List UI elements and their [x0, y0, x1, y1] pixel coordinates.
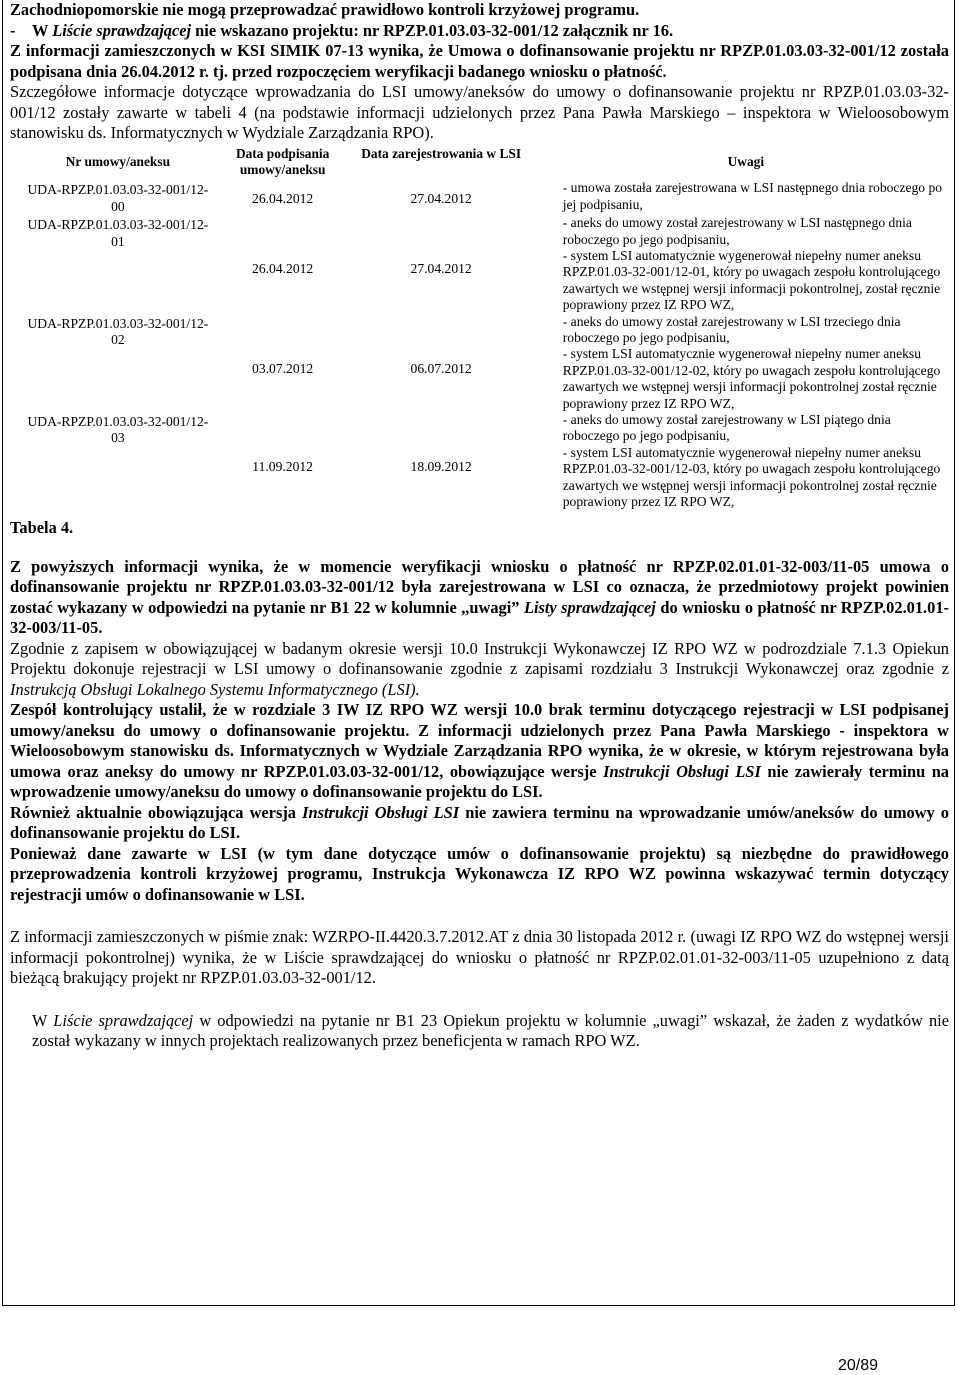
table-row: [10, 180, 949, 215]
doc-title: Instrukcji Obsługi LSI: [302, 802, 460, 822]
text: nie zawiera terminu na wprowadzanie umów/aneksów do umowy o dofinansowanie projektu do LSI.: [10, 802, 949, 843]
col-header-notes: Uwagi: [727, 153, 765, 169]
text: tj. przed rozpoczęciem weryfikacji badanego wniosku o płatność.: [212, 61, 667, 81]
page-number: 20/89: [838, 1357, 879, 1374]
final-paragraph: [10, 1011, 949, 1052]
dash-bullet: -: [10, 20, 16, 40]
instruction-paragraph: [10, 639, 949, 701]
cell-registered: 27.04.2012: [410, 261, 472, 277]
cell-signed: 26.04.2012: [252, 261, 314, 277]
cell-notes: - aneks do umowy został zarejestrowany w LSI następnego dnia roboczego po jego podpisaniu, - system LSI automatycznie wygenerował niepełny numer aneksu RPZP.01.03-32-001/12-01, który po uwagach zespołu kontrolującego zawartych we wstępnej wersji informacji pokontrolnej, został ręcznie poprawiony przez IZ RPO WZ,: [562, 215, 941, 313]
table-caption: Tabela 4.: [10, 518, 74, 538]
doc-title: Instrukcji Obsługi LSI: [603, 761, 761, 781]
cell-id: UDA-RPZP.01.03.03-32-001/12-02: [27, 315, 209, 347]
finding-paragraph: [10, 700, 949, 803]
current-version-paragraph: [10, 803, 949, 844]
text: nie zawierały terminu na wprowadzenie umowy/aneksu do umowy o dofinansowanie projektu do LSI.: [10, 761, 950, 802]
cell-notes: - aneks do umowy został zarejestrowany w LSI trzeciego dnia roboczego po jego podpisaniu, - system LSI automatycznie wygenerował niepełny numer aneksu RPZP.01.03-32-001/12-02, który po uwagach zespołu kontrolującego zawartych we wstępnej wersji informacji pokontrolnej został ręcznie poprawiony przez IZ RPO WZ,: [562, 313, 941, 411]
intro-line-1: Zachodniopomorskie nie mogą przeprowadzać prawidłowo kontroli krzyżowej programu.: [10, 0, 640, 19]
doc-title: Instrukcją Obsługi Lokalnego Systemu Informatycznego (LSI).: [10, 679, 420, 699]
doc-title: Liście sprawdzającej: [52, 20, 192, 40]
cell-registered: 18.09.2012: [410, 459, 472, 474]
cell-registered: 27.04.2012: [410, 191, 472, 207]
registration-table: [10, 146, 949, 511]
cell-signed: 11.09.2012: [252, 459, 313, 474]
text: Zespół kontrolujący ustalił, że w rozdziale 3 IW IZ RPO WZ wersji 10.0 brak terminu dotyczącego rejestracji w LSI podpisanej umowy/aneksu do umowy o dofinansowanie projektu. Z informacji udzielonych przez Pana Pawła Marskiego - inspektora w Wieloosobowym stanowisku ds. Informatycznych w Wydziale Zarządzania RPO wynika, że w okresie, w którym rejestrowana była umowa oraz aneksy do umowy nr RPZP.01.03.03-32-001/12, obowiązujące wersje: [10, 700, 949, 781]
letter-paragraph: Z informacji zamieszczonych w piśmie znak: WZRPO-II.4420.3.7.2012.AT z dnia 30 listopada 2012 r. (uwagi IZ RPO WZ do wstępnej wersji informacji pokontrolnej) wynika, że w Liście sprawdzającej do wniosku o płatność nr RPZP.02.01.01-32-003/11-05 uzupełniono z datą bieżącą brakujący projekt nr RPZP.01.03.03-32-001/12.: [10, 927, 949, 988]
cell-id: UDA-RPZP.01.03.03-32-001/12-00: [27, 182, 209, 214]
cell-registered: 06.07.2012: [410, 360, 472, 376]
col-header-registered: Data zarejestrowania w LSI: [361, 145, 522, 161]
intro-paragraph-1: [10, 41, 949, 82]
text: Również aktualnie obowiązująca wersja: [10, 802, 303, 822]
text: Zgodnie z zapisem w obowiązującej w badanym okresie wersji 10.0 Instrukcji Wykonawczej IZ RPO WZ w podrozdziale 7.1.3 Opiekun Projektu dokonuje rejestracji w LSI umowy o dofinansowanie zgodnie z zapisami rozdziału 3 Instrukcji Wykonawczej oraz zgodnie z: [10, 638, 949, 679]
doc-title: Listy sprawdzającej: [523, 597, 656, 617]
cell-id: UDA-RPZP.01.03.03-32-001/12-03: [27, 414, 209, 446]
table-row: [10, 314, 949, 412]
table-row: [10, 215, 949, 313]
table-row: [10, 412, 949, 510]
col-header-id: Nr umowy/aneksu: [65, 153, 171, 169]
text: W: [32, 20, 53, 40]
doc-title: Liście sprawdzającej: [53, 1010, 194, 1030]
intro-line-2: [10, 21, 949, 42]
text: W: [32, 1010, 54, 1030]
text: nie wskazano projektu: nr RPZP.01.03.03-32-001/12 załącznik nr 16.: [191, 20, 674, 40]
dash-bullet: [10, 1011, 32, 1032]
cell-signed: 26.04.2012: [252, 191, 314, 207]
table-header-row: [10, 146, 949, 181]
cell-notes: - umowa została zarejestrowana w LSI następnego dnia roboczego po jej podpisaniu,: [562, 180, 943, 212]
text: w odpowiedzi na pytanie nr B1 23 Opiekun projektu w kolumnie „uwagi” wskazał, że żaden z wydatków nie został wykazany w innych projektach realizowanych przez beneficjenta w ramach RPO WZ.: [32, 1010, 949, 1051]
text: do wniosku o płatność nr RPZP.02.01.01-32-003/11-05.: [10, 597, 949, 638]
col-header-signed: Data podpisania umowy/aneksu: [235, 145, 330, 177]
intro-paragraph-2: Szczegółowe informacje dotyczące wprowadzania do LSI umowy/aneksów do umowy o dofinansowanie projektu nr RPZP.01.03.03-32-001/12 zostały zawarte w tabeli 4 (na podstawie informacji udzielonych przez Pana Pawła Marskiego – inspektora w Wieloosobowym stanowisku ds. Informatycznych w Wydziale Zarządzania RPO).: [10, 82, 949, 142]
conclusion-paragraph: [10, 557, 949, 639]
cell-notes: - aneks do umowy został zarejestrowany w LSI piątego dnia roboczego po jego podpisaniu, - system LSI automatycznie wygenerował niepełny numer aneksu RPZP.01.03-32-001/12-03, który po uwagach zespołu kontrolującego zawartych we wstępnej wersji informacji pokontrolnej został ręcznie poprawiony przez IZ RPO WZ,: [562, 412, 941, 510]
cell-signed: 03.07.2012: [252, 360, 314, 376]
document-page: [10, 0, 949, 1052]
text: Z informacji zamieszczonych w KSI SIMIK 07-13 wynika, że Umowa o dofinansowanie projektu nr RPZP.01.03.03-32-001/12 została podpisana dnia 26.04.2012 r.: [10, 41, 949, 81]
text: Z powyższych informacji wynika, że w momencie weryfikacji wniosku o płatność nr RPZP.02.01.01-32-003/11-05 umowa o dofinansowanie projektu nr RPZP.01.03.03-32-001/12 była zarejestrowana w LSI co oznacza, że przedmiotowy projekt powinien zostać wykazany w odpowiedzi na pytanie nr B1 22 w kolumnie ,,uwagi”: [10, 556, 949, 617]
recommendation-paragraph: Ponieważ dane zawarte w LSI (w tym dane dotyczące umów o dofinansowanie projektu) są niezbędne do prawidłowego przeprowadzenia kontroli krzyżowej programu, Instrukcja Wykonawcza IZ RPO WZ powinna wskazywać termin dotyczący rejestracji umów o dofinansowanie w LSI.: [10, 843, 949, 904]
cell-id: UDA-RPZP.01.03.03-32-001/12-01: [27, 217, 209, 249]
